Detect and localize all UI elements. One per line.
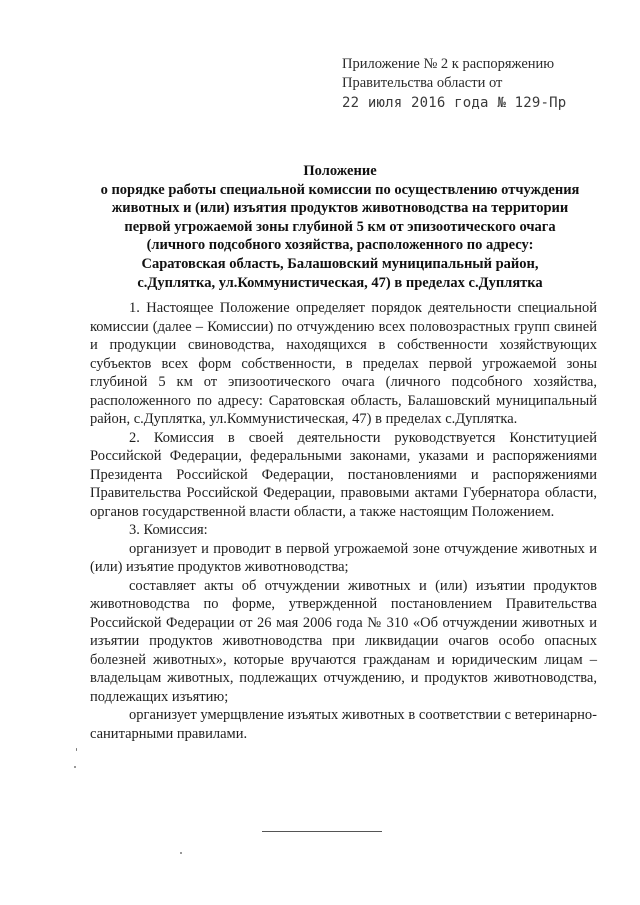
annex-line-2: Правительства области от: [342, 74, 503, 91]
title-line-1: Положение: [303, 163, 377, 179]
annex-header: [342, 55, 622, 113]
title-line-5: (личного подсобного хозяйства, расположенного по адресу:: [146, 237, 534, 254]
title-line-3: животных и (или) изъятия продуктов животноводства на территории: [111, 200, 569, 217]
commission-duty-2: составляет акты об отчуждении животных и (или) изъятии продуктов животноводства по форме, утвержденной постановлением Правительства Российской Федерации от 26 мая 2006 года № 310 «Об отчуждении животных и изъятии продуктов животноводства при ликвидации очагов особо опасных болезней животных», которые вручаются гражданам и юридическим лицам – владельцам животных, подлежащих отчуждению, и продуктов животноводства, подлежащих изъятию;: [90, 577, 597, 705]
end-separator-line: [262, 831, 382, 832]
scan-speck: [180, 852, 182, 854]
commission-duty-1: организует и проводит в первой угрожаемой зоне отчуждение животных и (или) изъятие продуктов животноводства;: [90, 540, 597, 575]
document-body: [90, 299, 597, 743]
annex-date-stamp: 22 июля 2016 года № 129-Пр: [342, 95, 567, 111]
title-line-6: Саратовская область, Балашовский муниципальный район,: [141, 255, 539, 272]
title-line-7: с.Дуплятка, ул.Коммунистическая, 47) в пределах с.Дуплятка: [137, 274, 543, 291]
scan-speck: [76, 748, 77, 751]
commission-duty-3: организует умерщвление изъятых животных в соответствии с ветеринарно-санитарными правилами.: [90, 707, 597, 742]
annex-line-1: Приложение № 2 к распоряжению: [342, 56, 555, 72]
title-line-2: о порядке работы специальной комиссии по осуществлению отчуждения: [100, 181, 580, 198]
scan-speck: [74, 766, 76, 768]
document-title: [60, 162, 620, 292]
title-line-4: первой угрожаемой зоны глубиной 5 км от эпизоотического очага: [124, 218, 556, 235]
paragraph-1: 1. Настоящее Положение определяет порядок деятельности специальной комиссии (далее – Комиссии) по отчуждению всех половозрастных групп свиней и продукции свиноводства, находящихся в собственности хозяйствующих субъектов всех форм собственности, в пределах первой угрожаемой зоны глубиной 5 км от эпизоотического очага (личного подсобного хозяйства, расположенного по адресу: Саратовская область, Балашовский муниципальный район, с.Дуплятка, ул.Коммунистическая, 47) в пределах с.Дуплятка.: [90, 300, 597, 427]
paragraph-2: 2. Комиссия в своей деятельности руководствуется Конституцией Российской Федерации, федеральными законами, указами и распоряжениями Президента Российской Федерации, постановлениями и распоряжениями Правительства Российской Федерации, правовыми актами Губернатора области, органов государственной власти области, а также настоящим Положением.: [90, 429, 597, 520]
paragraph-3-heading: 3. Комиссия:: [129, 522, 208, 538]
